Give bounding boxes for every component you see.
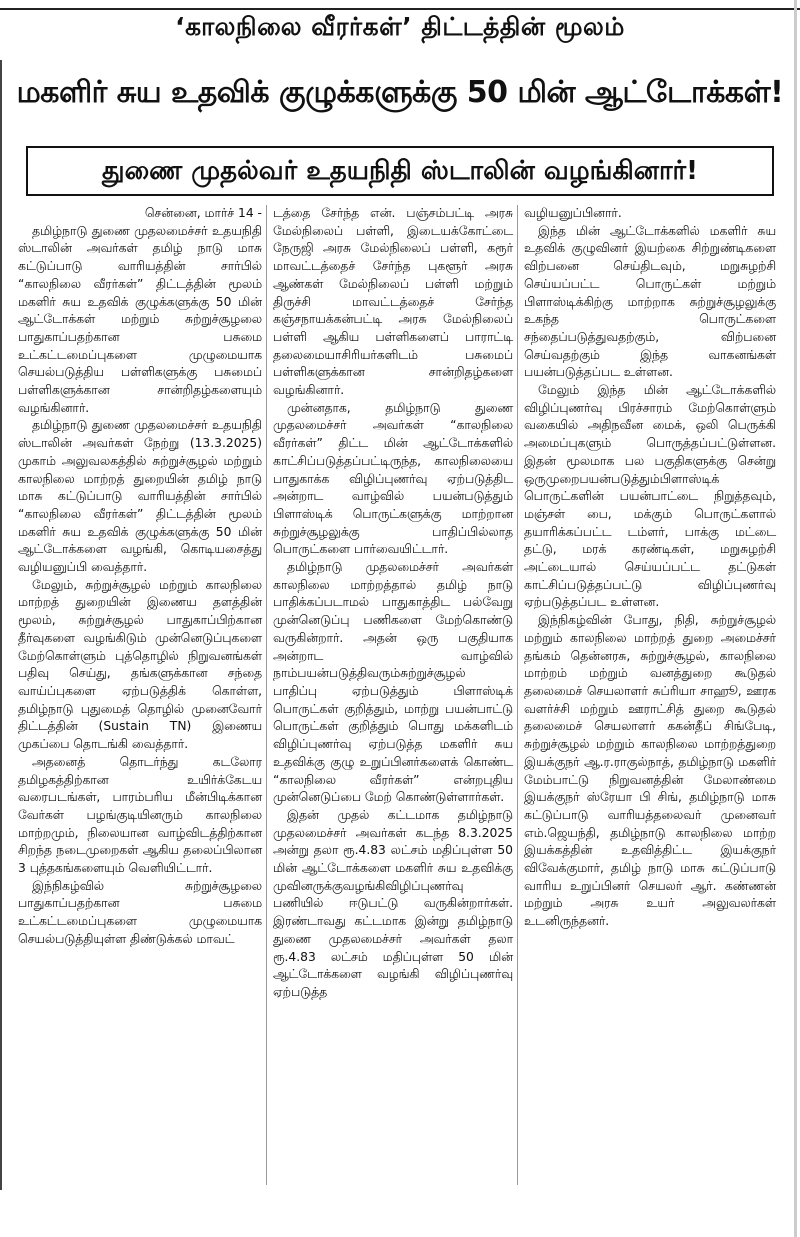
article-headline: மகளிர் சுய உதவிக் குழுக்களுக்கு 50 மின் ஆட்டோக்கள்! (16, 75, 784, 110)
paragraph: டத்தை சேர்ந்த என். பஞ்சம்பட்டி அரசு மேல்நிலைப் பள்ளி, இடையக்கோட்டை நேருஜி அரசு மேல்நிலைப் பள்ளி, கரூர் மாவட்டத்தைச் சேர்ந்த புகளூர் அரசு ஆண்கள் மேல்நிலைப் பள்ளி மற்றும் திருச்சி மாவட்டத்தைச் சேர்ந்த கஞ்சநாயக்கன்பட்டி அரசு மேல்நிலைப் பள்ளி ஆகிய பள்ளிகளைப் பாராட்டி தலைமையாசிரியர்களிடம் பசுமைப் பள்ளிகளுக்கான சான்றிதழ்களை வழங்கினார். (273, 206, 513, 398)
paragraph: மேலும் இந்த மின் ஆட்டோக்களில் விழிப்புணர்வு பிரச்சாரம் மேற்கொள்ளும் வகையில் அதிநவீன மைக், ஒலி பெருக்கி அமைப்புகளும் பொருத்தப்பட்டுள்ளன. இதன் மூலமாக பல பகுதிகளுக்கு சென்று ஒருமுறைபயன்படுத்தும்பிளாஸ்டிக் பொருட்களின் பயன்பாட்டை நிறுத்தவும், மஞ்சள் பை, மக்கும் பொருட்களால் தயாரிக்கப்பட்ட டம்ளர், பாக்கு மட்டை தட்டு, மரக் கரண்டிகள், மறுசுழற்சி அட்டையால் செய்யப்பட்ட தட்டுகள் காட்சிப்படுத்தப்பட்டு விழிப்புணர்வு ஏற்படுத்தப்பட உள்ளன. (524, 383, 776, 610)
paragraph: முன்னதாக, தமிழ்நாடு துணை முதலமைச்சர் அவர்கள் “காலநிலை வீரர்கள்” திட்ட மின் ஆட்டோக்களில் காட்சிப்படுத்தப்பட்டிருந்த, காலநிலையை பாதுகாக்க விழிப்புணர்வு ஏற்படுத்திட அன்றாட வாழ்வில் பயன்படுத்தும் பிளாஸ்டிக் பொருட்களுக்கு மாற்றான சுற்றுச்சூழலுக்கு பாதிப்பில்லாத பொருட்களை பார்வையிட்டார். (273, 400, 513, 557)
paragraph: மேலும், சுற்றுச்சூழல் மற்றும் காலநிலை மாற்றத் துறையின் இணைய தளத்தின் மூலம், சுற்றுச்சூழல் பாதுகாப்பிற்கான தீர்வுகளை வழங்கிடும் முன்னெடுப்புகளை மேற்கொள்ளும் புத்தொழில் நிறுவனங்கள் பதிவு செய்து, தங்களுக்கான சந்தை வாய்ப்புகளை ஏற்படுத்திக் கொள்ள, தமிழ்நாடு புதுமைத் தொழில் முனைவோர் திட்டத்தின் (Sustain TN) இணைய முகப்பை தொடங்கி வைத்தார். (18, 577, 262, 752)
paragraph: அதனைத் தொடர்ந்து கடலோர தமிழகத்திற்கான உயிர்க்கேடய வரைபடங்கள், பாரம்பரிய மீன்பிடிக்கான வேர்கள் பழங்குடியினரும் காலநிலை மாற்றமும், நிலையான வாழ்விடத்திற்கான சிறந்த நடைமுறைகள் ஆகிய தலைப்பிலான 3 புத்தகங்களையும் வெளியிட்டார். (18, 754, 262, 876)
left-page-edge (0, 60, 6, 1190)
paragraph: இந்த மின் ஆட்டோக்களில் மகளிர் சுய உதவிக் குழுவினர் இயற்கை சிற்றுண்டிகளை விற்பனை செய்திடவும், மறுசுழற்சி செய்யப்பட்ட பொருட்கள் மற்றும் பிளாஸ்டிக்கிற்கு மாற்றாக சுற்றுச்சூழலுக்கு உகந்த பொருட்களை சந்தைப்படுத்துவதற்கும், விற்பனை செய்வதற்கும் இந்த வாகனங்கள் பயன்படுத்தப்பட உள்ளன. (524, 223, 776, 380)
article-column-2 (273, 205, 513, 1002)
column-divider (266, 205, 267, 1185)
right-page-edge (794, 0, 797, 1237)
paragraph: வழியனுப்பினார். (524, 206, 622, 220)
paragraph: தமிழ்நாடு துணை முதலமைச்சர் உதயநிதி ஸ்டாலின் அவர்கள் நேற்று (13.3.2025) முகாம் அலுவலகத்தில் சுற்றுச்சூழல் மற்றும் காலநிலை மாற்றத் துறையின் தமிழ் நாடு மாசு கட்டுப்பாடு வாரியத்தின் சார்பில் “காலநிலை வீரர்கள்” திட்டத்தின் மூலம் மகளிர் சுய உதவிக் குழுக்களுக்கு 50 மின் ஆட்டோக்களை வழங்கி, கொடியசைத்து வழியனுப்பி வைத்தார். (18, 418, 262, 575)
dateline: சென்னை, மார்ச் 14 - (144, 206, 262, 220)
paragraph: இந்நிகழ்வின் போது, நிதி, சுற்றுச்சூழல் மற்றும் காலநிலை மாற்றத் துறை அமைச்சர் தங்கம் தென்னரசு, சுற்றுச்சூழல், காலநிலை மாற்றம் மற்றும் வனத்துறை கூடுதல் தலைமைச் செயலாளர் சுப்ரியா சாஹூ, ஊரக வளர்ச்சி மற்றும் ஊராட்சித் துறை கூடுதல் தலைமைச் செயலாளர் ககன்தீப் சிங்பேடி, சுற்றுச்சூழல் மற்றும் காலநிலை மாற்றத்துறை இயக்குநர் ஆ.ர.ராகுல்நாத், தமிழ்நாடு மகளிர் மேம்பாட்டு நிறுவனத்தின் மேலாண்மை இயக்குநர் ஸ்ரேயா பி சிங், தமிழ்நாடு மாசு கட்டுப்பாடு வாரியத்தலைவர் முனைவர் எம்.ஜெயந்தி, தமிழ்நாடு காலநிலை மாற்ற இயக்கத்தின் உதவித்திட்ட இயக்குநர் விவேக்குமார், தமிழ் நாடு மாசு கட்டுப்பாடு வாரிய உறுப்பினர் செயலர் ஆர். கண்ணன் மற்றும் அரசு உயர் அலுவலர்கள் உடனிருந்தனர். (524, 613, 776, 929)
top-rule (0, 0, 800, 10)
article-kicker: ‘காலநிலை வீரர்கள்’ திட்டத்தின் மூலம் (175, 12, 625, 41)
article-subheadline: துணை முதல்வர் உதயநிதி ஸ்டாலின் வழங்கினார்! (26, 146, 774, 196)
paragraph: தமிழ்நாடு துணை முதலமைச்சர் உதயநிதி ஸ்டாலின் அவர்கள் தமிழ் நாடு மாசு கட்டுப்பாடு வாரியத்தின் சார்பில் “காலநிலை வீரர்கள்” திட்டத்தின் மூலம் மகளிர் சுய உதவிக் குழுக்களுக்கு 50 மின் ஆட்டோக்கள் மற்றும் சுற்றுச்சூழலை பாதுகாப்பதற்கான பசுமை உட்கட்டமைப்புகளை முழுமையாக செயல்படுத்திய பள்ளிகளுக்கு பசுமைப் பள்ளிகளுக்கான சான்றிதழ்களையும் வழங்கினார். (18, 223, 262, 415)
paragraph: தமிழ்நாடு முதலமைச்சர் அவர்கள் காலநிலை மாற்றத்தால் தமிழ் நாடு பாதிக்கப்படாமல் பாதுகாத்திட பல்வேறு முன்னெடுப்பு பணிகளை மேற்கொண்டு வருகின்றார். அதன் ஒரு பகுதியாக அன்றாட வாழ்வில் நாம்பயன்படுத்திவரும்சுற்றுச்சூழல் பாதிப்பு ஏற்படுத்தும் பிளாஸ்டிக் பொருட்கள் குறித்தும், மாற்று பயன்பாட்டு பொருட்கள் குறித்தும் பொது மக்களிடம் விழிப்புணர்வு ஏற்படுத்த மகளிர் சுய உதவிக்கு குழு உறுப்பினர்களைக் கொண்ட “காலநிலை வீரர்கள்” என்றபுதிய முன்னெடுப்பை மேற் கொண்டுள்ளார்கள். (273, 560, 513, 805)
paragraph: இந்நிகழ்வில் சுற்றுச்சூழலை பாதுகாப்பதற்கான பசுமை உட்கட்டமைப்புகளை முழுமையாக செயல்படுத்தியுள்ள திண்டுக்கல் மாவட் (18, 878, 262, 946)
article-column-1 (18, 205, 262, 949)
column-divider (517, 205, 518, 1185)
paragraph: இதன் முதல் கட்டமாக தமிழ்நாடு முதலமைச்சர் அவர்கள் கடந்த 8.3.2025 அன்று தலா ரூ.4.83 லட்சம் மதிப்புள்ள 50 மின் ஆட்டோக்களை மகளிர் சுய உதவிக்கு முவினருக்குவழங்கிவிழிப்புணர்வு பணியில் ஈடுபட்டு வருகின்றார்கள். இரண்டாவது கட்டமாக இன்று தமிழ்நாடு துணை முதலமைச்சர் அவர்கள் தலா ரூ.4.83 லட்சம் மதிப்புள்ள 50 மின் ஆட்டோக்களை வழங்கி விழிப்புணர்வு ஏற்படுத்த (273, 807, 513, 999)
article-column-3 (524, 205, 776, 931)
